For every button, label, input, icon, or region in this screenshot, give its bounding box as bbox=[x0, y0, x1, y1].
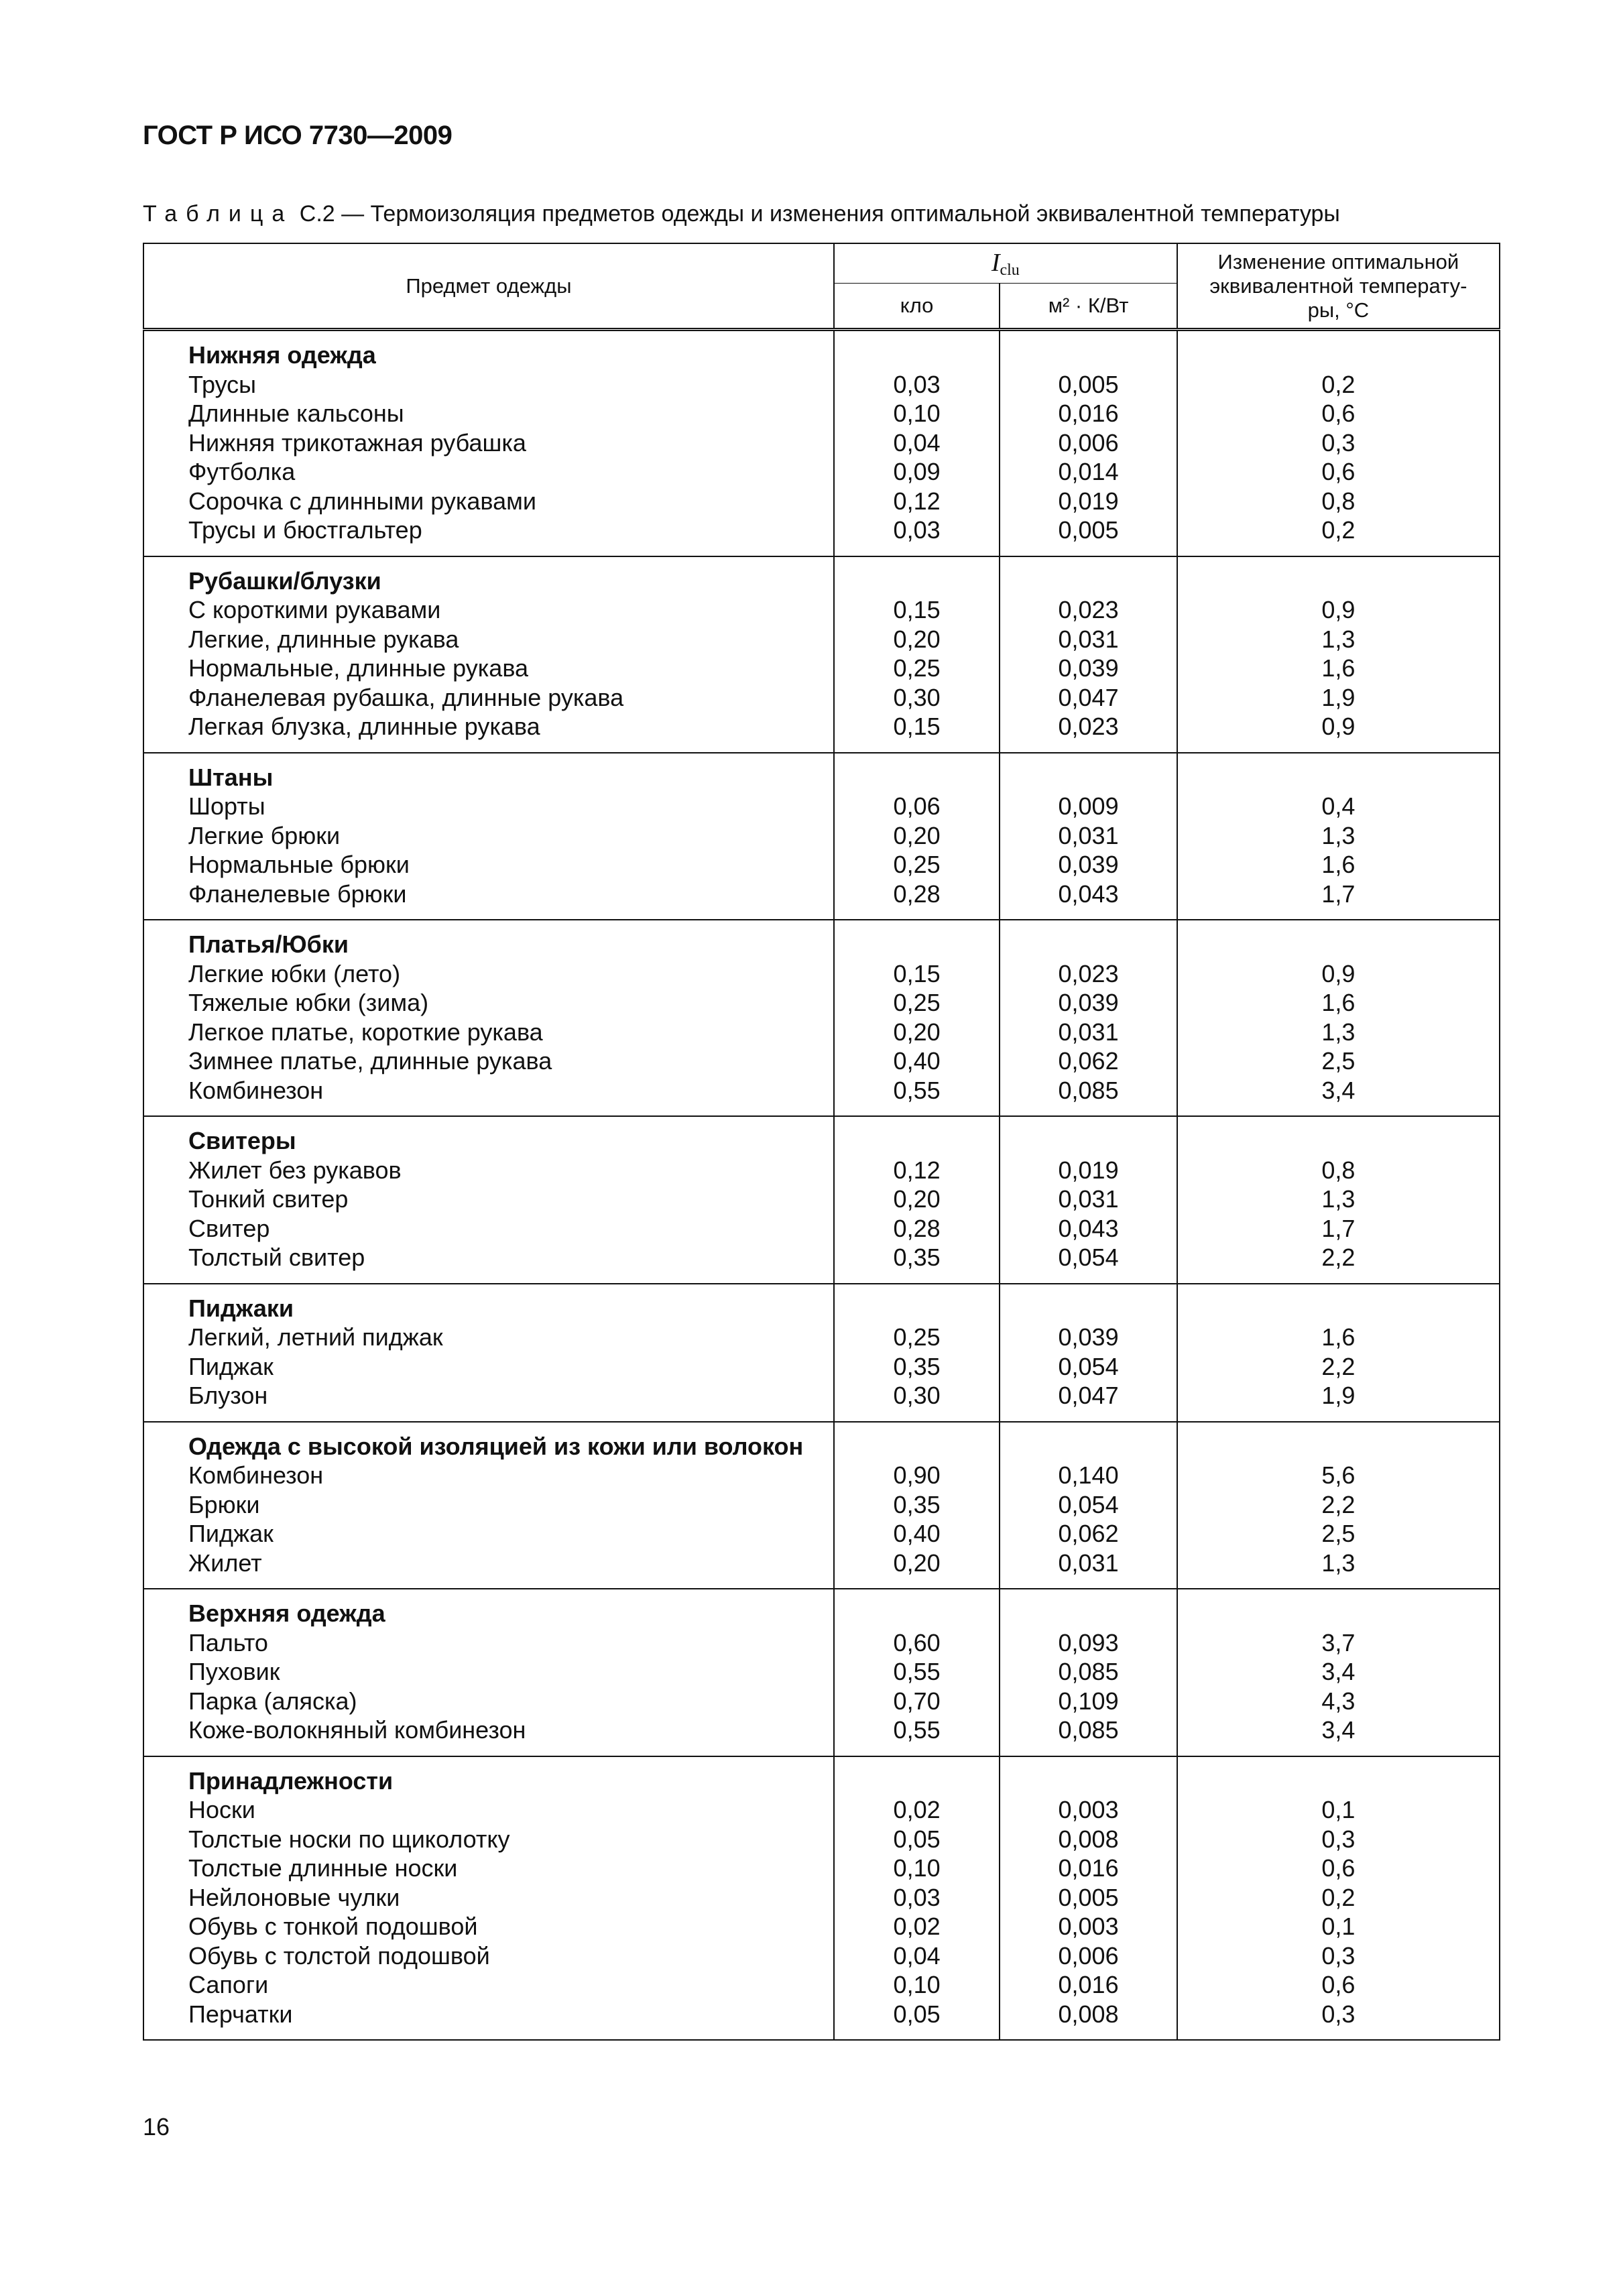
temperature-change-cell bbox=[1177, 1422, 1500, 1589]
clo-cell bbox=[834, 753, 1000, 920]
spacer bbox=[1178, 341, 1499, 370]
item-name: Сорочка с длинными рукавами bbox=[188, 487, 536, 515]
table-group bbox=[143, 1589, 1500, 1756]
si-cell bbox=[1000, 1284, 1177, 1422]
value-dt: 3,4 bbox=[1321, 1076, 1356, 1104]
temperature-change-cell bbox=[1177, 1589, 1500, 1756]
value-clo: 0,20 bbox=[893, 1018, 941, 1046]
item-name: Легкие брюки bbox=[188, 821, 341, 849]
value-dt: 0,2 bbox=[1321, 516, 1356, 544]
clo-cell bbox=[834, 556, 1000, 753]
value-dt: 3,4 bbox=[1321, 1658, 1356, 1685]
spacer bbox=[1000, 930, 1176, 959]
value-dt: 1,9 bbox=[1321, 1382, 1356, 1409]
value-si: 0,016 bbox=[1058, 1971, 1119, 1998]
value-dt: 0,4 bbox=[1321, 792, 1356, 820]
item-name: Носки bbox=[188, 1796, 255, 1823]
value-si: 0,008 bbox=[1058, 1825, 1119, 1853]
group-title: Верхняя одежда bbox=[188, 1599, 385, 1627]
value-si: 0,016 bbox=[1058, 400, 1119, 427]
value-si: 0,023 bbox=[1058, 713, 1119, 740]
value-dt: 0,8 bbox=[1321, 487, 1356, 515]
temperature-change-cell bbox=[1177, 1284, 1500, 1422]
spacer bbox=[835, 1294, 999, 1323]
item-name: Обувь с толстой подошвой bbox=[188, 1941, 490, 1970]
temperature-change-cell bbox=[1177, 753, 1500, 920]
value-clo: 0,02 bbox=[893, 1913, 941, 1940]
table-group bbox=[143, 1116, 1500, 1284]
value-dt: 0,1 bbox=[1321, 1796, 1356, 1823]
spacer bbox=[1000, 1126, 1176, 1156]
value-clo: 0,25 bbox=[893, 989, 941, 1016]
value-clo: 0,55 bbox=[893, 1658, 941, 1685]
spacer bbox=[835, 1126, 999, 1156]
spacer bbox=[835, 763, 999, 792]
value-si: 0,062 bbox=[1058, 1047, 1119, 1075]
table-row bbox=[143, 330, 1500, 556]
table-row bbox=[143, 556, 1500, 753]
spacer bbox=[1000, 1766, 1176, 1796]
spacer bbox=[1178, 566, 1499, 596]
item-name: Комбинезон bbox=[188, 1076, 324, 1104]
item-name: Фланелевые брюки bbox=[188, 880, 407, 908]
group-title: Одежда с высокой изоляцией из кожи или волокон bbox=[188, 1432, 804, 1460]
value-clo: 0,04 bbox=[893, 428, 941, 457]
clo-cell bbox=[834, 1589, 1000, 1756]
table-row bbox=[143, 753, 1500, 920]
spacer bbox=[835, 566, 999, 596]
value-clo: 0,20 bbox=[893, 1185, 941, 1213]
group-title: Принадлежности bbox=[188, 1766, 394, 1795]
group-title: Пиджаки bbox=[188, 1294, 294, 1322]
value-si: 0,023 bbox=[1058, 596, 1119, 623]
value-clo: 0,06 bbox=[893, 792, 941, 820]
value-si: 0,039 bbox=[1058, 654, 1119, 682]
table-row bbox=[143, 1116, 1500, 1284]
group-title: Штаны bbox=[188, 763, 274, 791]
spacer bbox=[1178, 1432, 1499, 1461]
value-clo: 0,10 bbox=[893, 1971, 941, 1998]
header-change-line-1: Изменение оптимальной bbox=[1217, 249, 1459, 274]
value-dt: 1,9 bbox=[1321, 683, 1356, 711]
value-clo: 0,12 bbox=[893, 487, 941, 515]
value-si: 0,005 bbox=[1058, 516, 1119, 544]
item-name: Нижняя трикотажная рубашка bbox=[188, 428, 526, 457]
si-cell bbox=[1000, 1116, 1177, 1284]
value-si: 0,031 bbox=[1058, 625, 1119, 653]
header-icl bbox=[834, 243, 1177, 284]
value-clo: 0,35 bbox=[893, 1490, 941, 1518]
spacer bbox=[1000, 1432, 1176, 1461]
value-dt: 1,6 bbox=[1321, 1323, 1356, 1351]
temperature-change-cell bbox=[1177, 556, 1500, 753]
item-name: Жилет без рукавов bbox=[188, 1156, 402, 1184]
spacer bbox=[1000, 763, 1176, 792]
value-si: 0,031 bbox=[1058, 821, 1119, 849]
header-item: Предмет одежды bbox=[143, 243, 834, 330]
group-title: Рубашки/блузки bbox=[188, 566, 381, 595]
value-dt: 1,3 bbox=[1321, 1185, 1356, 1213]
table-row bbox=[143, 1284, 1500, 1422]
item-name: Парка (аляска) bbox=[188, 1687, 357, 1715]
spacer bbox=[835, 1599, 999, 1628]
value-si: 0,016 bbox=[1058, 1854, 1119, 1882]
item-name: Шорты bbox=[188, 792, 265, 820]
spacer bbox=[1178, 1599, 1499, 1628]
value-clo: 0,10 bbox=[893, 1854, 941, 1882]
spacer bbox=[1000, 341, 1176, 370]
item-name: Коже-волокняный комбинезон bbox=[188, 1716, 526, 1744]
table-row bbox=[143, 1589, 1500, 1756]
item-name: Нейлоновые чулки bbox=[188, 1883, 400, 1911]
value-clo: 0,03 bbox=[893, 370, 941, 398]
value-clo: 0,28 bbox=[893, 1214, 941, 1242]
item-name: Нормальные брюки bbox=[188, 851, 410, 878]
item-name: Толстые длинные носки bbox=[188, 1854, 458, 1882]
value-clo: 0,03 bbox=[893, 1883, 941, 1911]
value-clo: 0,20 bbox=[893, 625, 941, 653]
value-clo: 0,30 bbox=[893, 683, 941, 711]
value-clo: 0,35 bbox=[893, 1244, 941, 1271]
value-dt: 0,3 bbox=[1321, 1941, 1356, 1970]
value-clo: 0,60 bbox=[893, 1628, 941, 1656]
value-si: 0,031 bbox=[1058, 1549, 1119, 1577]
table-group bbox=[143, 1422, 1500, 1589]
value-clo: 0,10 bbox=[893, 400, 941, 427]
item-name: Пуховик bbox=[188, 1658, 280, 1685]
si-cell bbox=[1000, 1589, 1177, 1756]
table-group bbox=[143, 556, 1500, 753]
value-si: 0,085 bbox=[1058, 1716, 1119, 1744]
table-row bbox=[143, 1756, 1500, 2041]
value-clo: 0,90 bbox=[893, 1461, 941, 1489]
item-name: Комбинезон bbox=[188, 1461, 324, 1489]
temperature-change-cell bbox=[1177, 1116, 1500, 1284]
value-si: 0,005 bbox=[1058, 1883, 1119, 1911]
item-name: Легкие, длинные рукава bbox=[188, 625, 459, 653]
item-name: Трусы и бюстгальтер bbox=[188, 516, 422, 544]
value-clo: 0,04 bbox=[893, 1941, 941, 1970]
value-si: 0,008 bbox=[1058, 2000, 1119, 2028]
table-group bbox=[143, 920, 1500, 1116]
header-si-unit: м² · К/Вт bbox=[1000, 284, 1177, 330]
value-si: 0,039 bbox=[1058, 1323, 1119, 1351]
item-name: Пальто bbox=[188, 1628, 268, 1656]
value-dt: 2,5 bbox=[1321, 1520, 1356, 1547]
value-dt: 0,6 bbox=[1321, 400, 1356, 427]
value-clo: 0,35 bbox=[893, 1352, 941, 1380]
spacer bbox=[1178, 1766, 1499, 1796]
spacer bbox=[835, 1432, 999, 1461]
table-group bbox=[143, 753, 1500, 920]
spacer bbox=[1178, 1294, 1499, 1323]
document-header: ГОСТ Р ИСО 7730—2009 bbox=[143, 121, 453, 150]
item-name: Брюки bbox=[188, 1490, 260, 1518]
spacer bbox=[1000, 566, 1176, 596]
temperature-change-cell bbox=[1177, 1756, 1500, 2041]
item-name: Фланелевая рубашка, длинные рукава bbox=[188, 683, 624, 711]
value-si: 0,054 bbox=[1058, 1352, 1119, 1380]
item-cell bbox=[143, 556, 834, 753]
value-si: 0,047 bbox=[1058, 1382, 1119, 1409]
value-clo: 0,15 bbox=[893, 713, 941, 740]
item-name: Обувь с тонкой подошвой bbox=[188, 1913, 478, 1940]
item-name: Легкое платье, короткие рукава bbox=[188, 1018, 543, 1046]
item-name: Легкие юбки (лето) bbox=[188, 959, 401, 987]
item-name: Толстый свитер bbox=[188, 1244, 365, 1271]
value-dt: 0,3 bbox=[1321, 2000, 1356, 2028]
value-clo: 0,05 bbox=[893, 2000, 941, 2028]
value-dt: 1,7 bbox=[1321, 1214, 1356, 1242]
value-si: 0,054 bbox=[1058, 1244, 1119, 1271]
header-change-line-3: ры, °С bbox=[1307, 298, 1370, 322]
value-si: 0,043 bbox=[1058, 1214, 1119, 1242]
value-clo: 0,30 bbox=[893, 1382, 941, 1409]
value-si: 0,005 bbox=[1058, 370, 1119, 398]
item-cell bbox=[143, 1284, 834, 1422]
spacer bbox=[1000, 1599, 1176, 1628]
item-name: Тяжелые юбки (зима) bbox=[188, 989, 429, 1016]
si-cell bbox=[1000, 1756, 1177, 2041]
spacer bbox=[835, 930, 999, 959]
value-clo: 0,02 bbox=[893, 1796, 941, 1823]
spacer bbox=[1178, 930, 1499, 959]
value-dt: 3,7 bbox=[1321, 1628, 1356, 1656]
value-dt: 0,3 bbox=[1321, 428, 1356, 457]
item-name: Легкая блузка, длинные рукава bbox=[188, 713, 540, 740]
value-si: 0,019 bbox=[1058, 487, 1119, 515]
clothing-insulation-table bbox=[143, 243, 1500, 2041]
item-name: Футболка bbox=[188, 458, 296, 485]
value-clo: 0,40 bbox=[893, 1047, 941, 1075]
value-clo: 0,03 bbox=[893, 516, 941, 544]
table-group bbox=[143, 330, 1500, 556]
clo-cell bbox=[834, 1756, 1000, 2041]
value-clo: 0,70 bbox=[893, 1687, 941, 1715]
item-name: С короткими рукавами bbox=[188, 596, 441, 623]
item-name: Пиджак bbox=[188, 1520, 274, 1547]
value-clo: 0,15 bbox=[893, 959, 941, 987]
item-name: Пиджак bbox=[188, 1352, 274, 1380]
item-name: Нормальные, длинные рукава bbox=[188, 654, 529, 682]
value-si: 0,109 bbox=[1058, 1687, 1119, 1715]
value-dt: 0,2 bbox=[1321, 370, 1356, 398]
value-si: 0,047 bbox=[1058, 683, 1119, 711]
spacer bbox=[835, 1766, 999, 1796]
value-si: 0,085 bbox=[1058, 1658, 1119, 1685]
value-clo: 0,12 bbox=[893, 1156, 941, 1184]
table-caption-title: С.2 — Термоизоляция предметов одежды и изменения оптимальной эквивалентной температуры bbox=[293, 201, 1340, 227]
value-si: 0,039 bbox=[1058, 851, 1119, 878]
item-name: Перчатки bbox=[188, 2000, 293, 2028]
value-si: 0,039 bbox=[1058, 989, 1119, 1016]
value-dt: 3,4 bbox=[1321, 1716, 1356, 1744]
value-dt: 0,9 bbox=[1321, 713, 1356, 740]
si-cell bbox=[1000, 1422, 1177, 1589]
value-clo: 0,55 bbox=[893, 1076, 941, 1104]
value-clo: 0,28 bbox=[893, 880, 941, 908]
table-group bbox=[143, 1756, 1500, 2041]
header-change-line-2: эквивалентной температу- bbox=[1209, 274, 1467, 298]
icl-symbol: I bbox=[991, 248, 1000, 277]
value-si: 0,054 bbox=[1058, 1490, 1119, 1518]
temperature-change-cell bbox=[1177, 330, 1500, 556]
value-dt: 0,9 bbox=[1321, 596, 1356, 623]
value-dt: 1,6 bbox=[1321, 851, 1356, 878]
item-name: Длинные кальсоны bbox=[188, 400, 404, 427]
item-cell bbox=[143, 920, 834, 1116]
item-name: Зимнее платье, длинные рукава bbox=[188, 1047, 552, 1075]
value-clo: 0,20 bbox=[893, 821, 941, 849]
si-cell bbox=[1000, 556, 1177, 753]
spacer bbox=[1000, 1294, 1176, 1323]
value-dt: 2,2 bbox=[1321, 1352, 1356, 1380]
value-si: 0,003 bbox=[1058, 1913, 1119, 1940]
value-si: 0,043 bbox=[1058, 880, 1119, 908]
value-si: 0,093 bbox=[1058, 1628, 1119, 1656]
value-dt: 1,7 bbox=[1321, 880, 1356, 908]
value-dt: 2,2 bbox=[1321, 1490, 1356, 1518]
value-dt: 0,6 bbox=[1321, 458, 1356, 485]
value-clo: 0,40 bbox=[893, 1520, 941, 1547]
value-dt: 0,8 bbox=[1321, 1156, 1356, 1184]
group-title: Платья/Юбки bbox=[188, 930, 349, 958]
value-si: 0,003 bbox=[1058, 1796, 1119, 1823]
value-si: 0,014 bbox=[1058, 458, 1119, 485]
value-dt: 1,3 bbox=[1321, 1018, 1356, 1046]
icl-subscript: clu bbox=[1000, 261, 1020, 279]
item-name: Свитер bbox=[188, 1214, 270, 1242]
value-dt: 0,1 bbox=[1321, 1913, 1356, 1940]
value-si: 0,006 bbox=[1058, 1941, 1119, 1970]
value-si: 0,140 bbox=[1058, 1461, 1119, 1489]
spacer bbox=[1178, 763, 1499, 792]
value-si: 0,006 bbox=[1058, 428, 1119, 457]
temperature-change-cell bbox=[1177, 920, 1500, 1116]
page-number: 16 bbox=[143, 2113, 170, 2140]
table-group bbox=[143, 1284, 1500, 1422]
value-clo: 0,20 bbox=[893, 1549, 941, 1577]
clo-cell bbox=[834, 1422, 1000, 1589]
si-cell bbox=[1000, 920, 1177, 1116]
clo-cell bbox=[834, 1284, 1000, 1422]
spacer bbox=[1178, 1126, 1499, 1156]
table-row bbox=[143, 920, 1500, 1116]
si-cell bbox=[1000, 330, 1177, 556]
value-dt: 1,3 bbox=[1321, 821, 1356, 849]
value-si: 0,019 bbox=[1058, 1156, 1119, 1184]
value-dt: 4,3 bbox=[1321, 1687, 1356, 1715]
table-row bbox=[143, 1422, 1500, 1589]
header-clo: кло bbox=[834, 284, 1000, 330]
item-name: Блузон bbox=[188, 1382, 268, 1409]
value-dt: 1,3 bbox=[1321, 1549, 1356, 1577]
item-name: Толстые носки по щиколотку bbox=[188, 1825, 510, 1853]
value-si: 0,023 bbox=[1058, 959, 1119, 987]
table-caption-prefix: Таблица bbox=[143, 201, 294, 227]
header-temperature-change bbox=[1177, 243, 1500, 330]
clo-cell bbox=[834, 1116, 1000, 1284]
value-dt: 0,3 bbox=[1321, 1825, 1356, 1853]
item-name: Легкий, летний пиджак bbox=[188, 1323, 443, 1351]
value-clo: 0,55 bbox=[893, 1716, 941, 1744]
value-dt: 5,6 bbox=[1321, 1461, 1356, 1489]
item-name: Тонкий свитер bbox=[188, 1185, 349, 1213]
table-caption bbox=[143, 201, 1340, 227]
value-clo: 0,25 bbox=[893, 851, 941, 878]
value-dt: 1,6 bbox=[1321, 654, 1356, 682]
item-cell bbox=[143, 1756, 834, 2041]
group-title: Свитеры bbox=[188, 1127, 296, 1154]
item-cell bbox=[143, 1116, 834, 1284]
value-si: 0,062 bbox=[1058, 1520, 1119, 1547]
value-clo: 0,25 bbox=[893, 1323, 941, 1351]
item-name: Сапоги bbox=[188, 1971, 269, 1998]
spacer bbox=[835, 341, 999, 370]
value-dt: 1,6 bbox=[1321, 989, 1356, 1016]
item-cell bbox=[143, 330, 834, 556]
item-cell bbox=[143, 1589, 834, 1756]
clo-cell bbox=[834, 920, 1000, 1116]
value-si: 0,031 bbox=[1058, 1018, 1119, 1046]
si-cell bbox=[1000, 753, 1177, 920]
item-cell bbox=[143, 753, 834, 920]
value-dt: 0,6 bbox=[1321, 1854, 1356, 1882]
item-cell bbox=[143, 1422, 834, 1589]
value-clo: 0,09 bbox=[893, 458, 941, 485]
item-name: Жилет bbox=[188, 1549, 262, 1577]
clo-cell bbox=[834, 330, 1000, 556]
value-si: 0,009 bbox=[1058, 792, 1119, 820]
value-dt: 1,3 bbox=[1321, 625, 1356, 653]
value-dt: 2,2 bbox=[1321, 1244, 1356, 1271]
value-clo: 0,15 bbox=[893, 596, 941, 623]
value-clo: 0,05 bbox=[893, 1825, 941, 1853]
value-dt: 0,6 bbox=[1321, 1971, 1356, 1998]
value-dt: 0,2 bbox=[1321, 1883, 1356, 1911]
value-dt: 2,5 bbox=[1321, 1047, 1356, 1075]
item-name: Трусы bbox=[188, 370, 257, 398]
value-dt: 0,9 bbox=[1321, 959, 1356, 987]
value-si: 0,085 bbox=[1058, 1076, 1119, 1104]
value-si: 0,031 bbox=[1058, 1185, 1119, 1213]
value-clo: 0,25 bbox=[893, 654, 941, 682]
group-title: Нижняя одежда bbox=[188, 341, 376, 369]
